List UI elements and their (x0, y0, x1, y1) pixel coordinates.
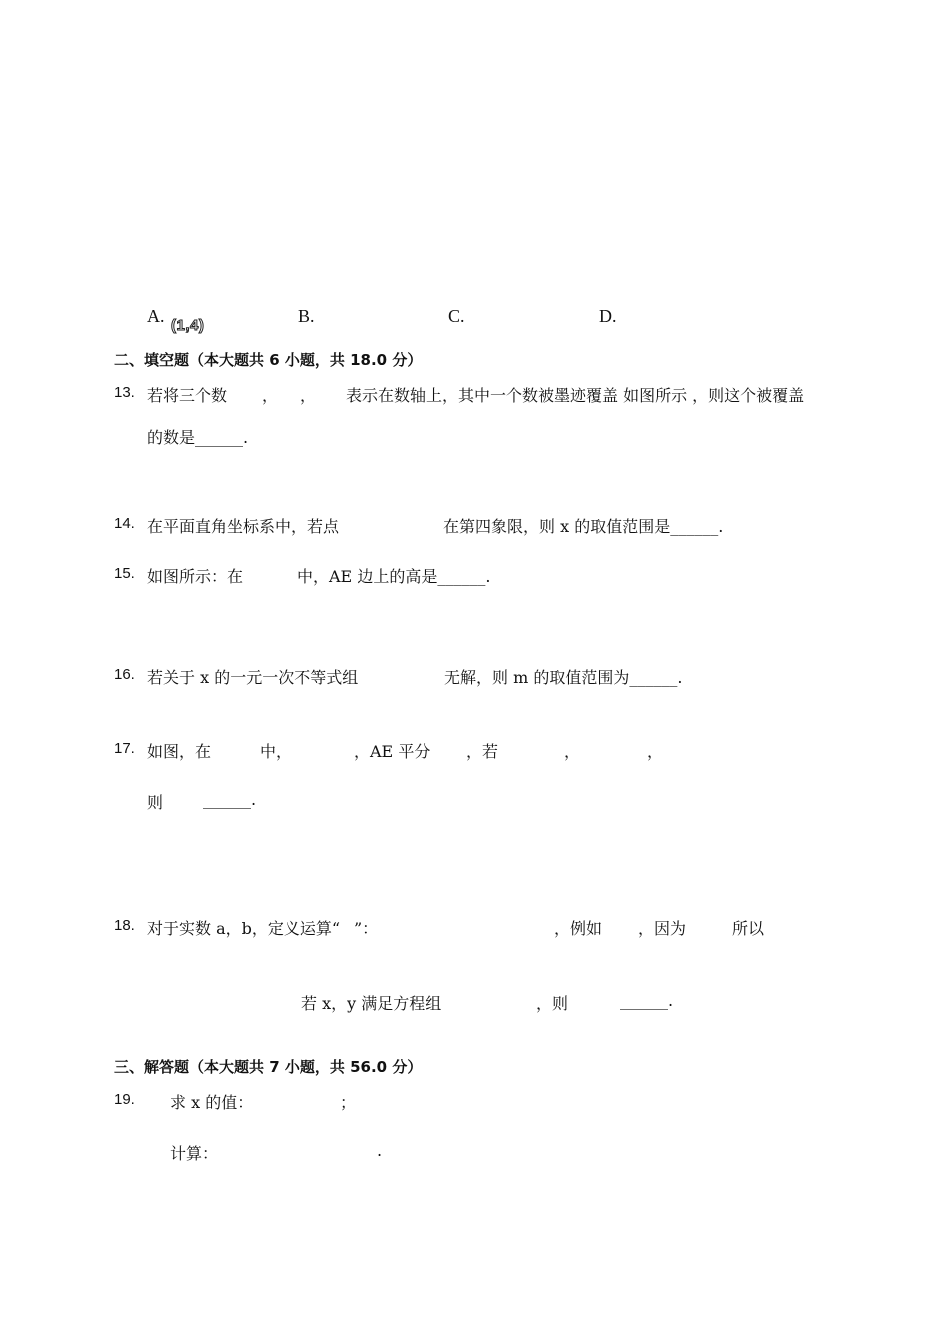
q19-text-line-1a: 求 x 的值： (170, 1093, 254, 1112)
q17-text-2: 中， (260, 742, 293, 761)
q17-answer-blank: ______. (203, 790, 257, 809)
q17-comma-2: ， (647, 742, 664, 761)
q17-text-1: 如图，在 (147, 742, 212, 761)
q19-text-line-1b: ； (340, 1093, 357, 1112)
q19-text-line-2b: . (377, 1141, 383, 1160)
q16-text-1: 若关于 x 的一元一次不等式组 (147, 668, 359, 687)
choice-c-label: C. (448, 306, 465, 326)
section-2-heading: 二、填空题（本大题共 6 小题，共 18.0 分） (114, 351, 423, 369)
q19-number: 19. (114, 1091, 135, 1108)
q18-text-4: ，因为 (638, 919, 687, 938)
section-3-heading: 三、解答题（本大题共 7 小题，共 56.0 分） (114, 1058, 423, 1076)
q13-comma-1: ， (262, 386, 279, 405)
q13-number: 13. (114, 384, 135, 401)
q17-text-line-2a: 则 (147, 793, 164, 812)
q18-text-3: ，例如 (554, 919, 603, 938)
q13-comma-2: ， (300, 386, 317, 405)
choice-d-label: D. (599, 306, 617, 326)
q17-text-4: ，若 (466, 742, 499, 761)
q15-text-2: 中，AE 边上的高是______. (297, 567, 491, 586)
choice-a-label: A. (147, 306, 165, 326)
q15-text-1: 如图所示：在 (147, 567, 244, 586)
q18-answer-blank: ______. (620, 991, 674, 1010)
q13-text-2: 表示在数轴上，其中一个数被墨迹覆盖 如图所示 ，则这个被覆盖 (346, 386, 805, 405)
q18-text-line-2b: ，则 (536, 994, 569, 1013)
q14-number: 14. (114, 515, 135, 532)
choice-b-label: B. (298, 306, 315, 326)
q14-text-1: 在平面直角坐标系中，若点 (147, 517, 340, 536)
q17-number: 17. (114, 740, 135, 757)
q18-text-5: 所以 (732, 919, 765, 938)
q18-text-2: ”： (354, 919, 379, 938)
q18-number: 18. (114, 917, 135, 934)
q15-number: 15. (114, 565, 135, 582)
q18-text-1: 对于实数 a，b，定义运算“ (147, 919, 341, 938)
q14-text-2: 在第四象限，则 x 的取值范围是______. (443, 517, 724, 536)
q19-text-line-2a: 计算： (170, 1144, 219, 1163)
q16-text-2: 无解，则 m 的取值范围为______. (444, 668, 683, 687)
q17-comma-1: ， (564, 742, 581, 761)
q16-number: 16. (114, 666, 135, 683)
q17-text-3: ，AE 平分 (354, 742, 431, 761)
q13-text-1: 若将三个数 (147, 386, 228, 405)
q18-text-line-2a: 若 x，y 满足方程组 (301, 994, 442, 1013)
q13-text-line-2: 的数是______. (147, 428, 249, 447)
choice-a-coordinate: (1,4) (171, 317, 205, 334)
